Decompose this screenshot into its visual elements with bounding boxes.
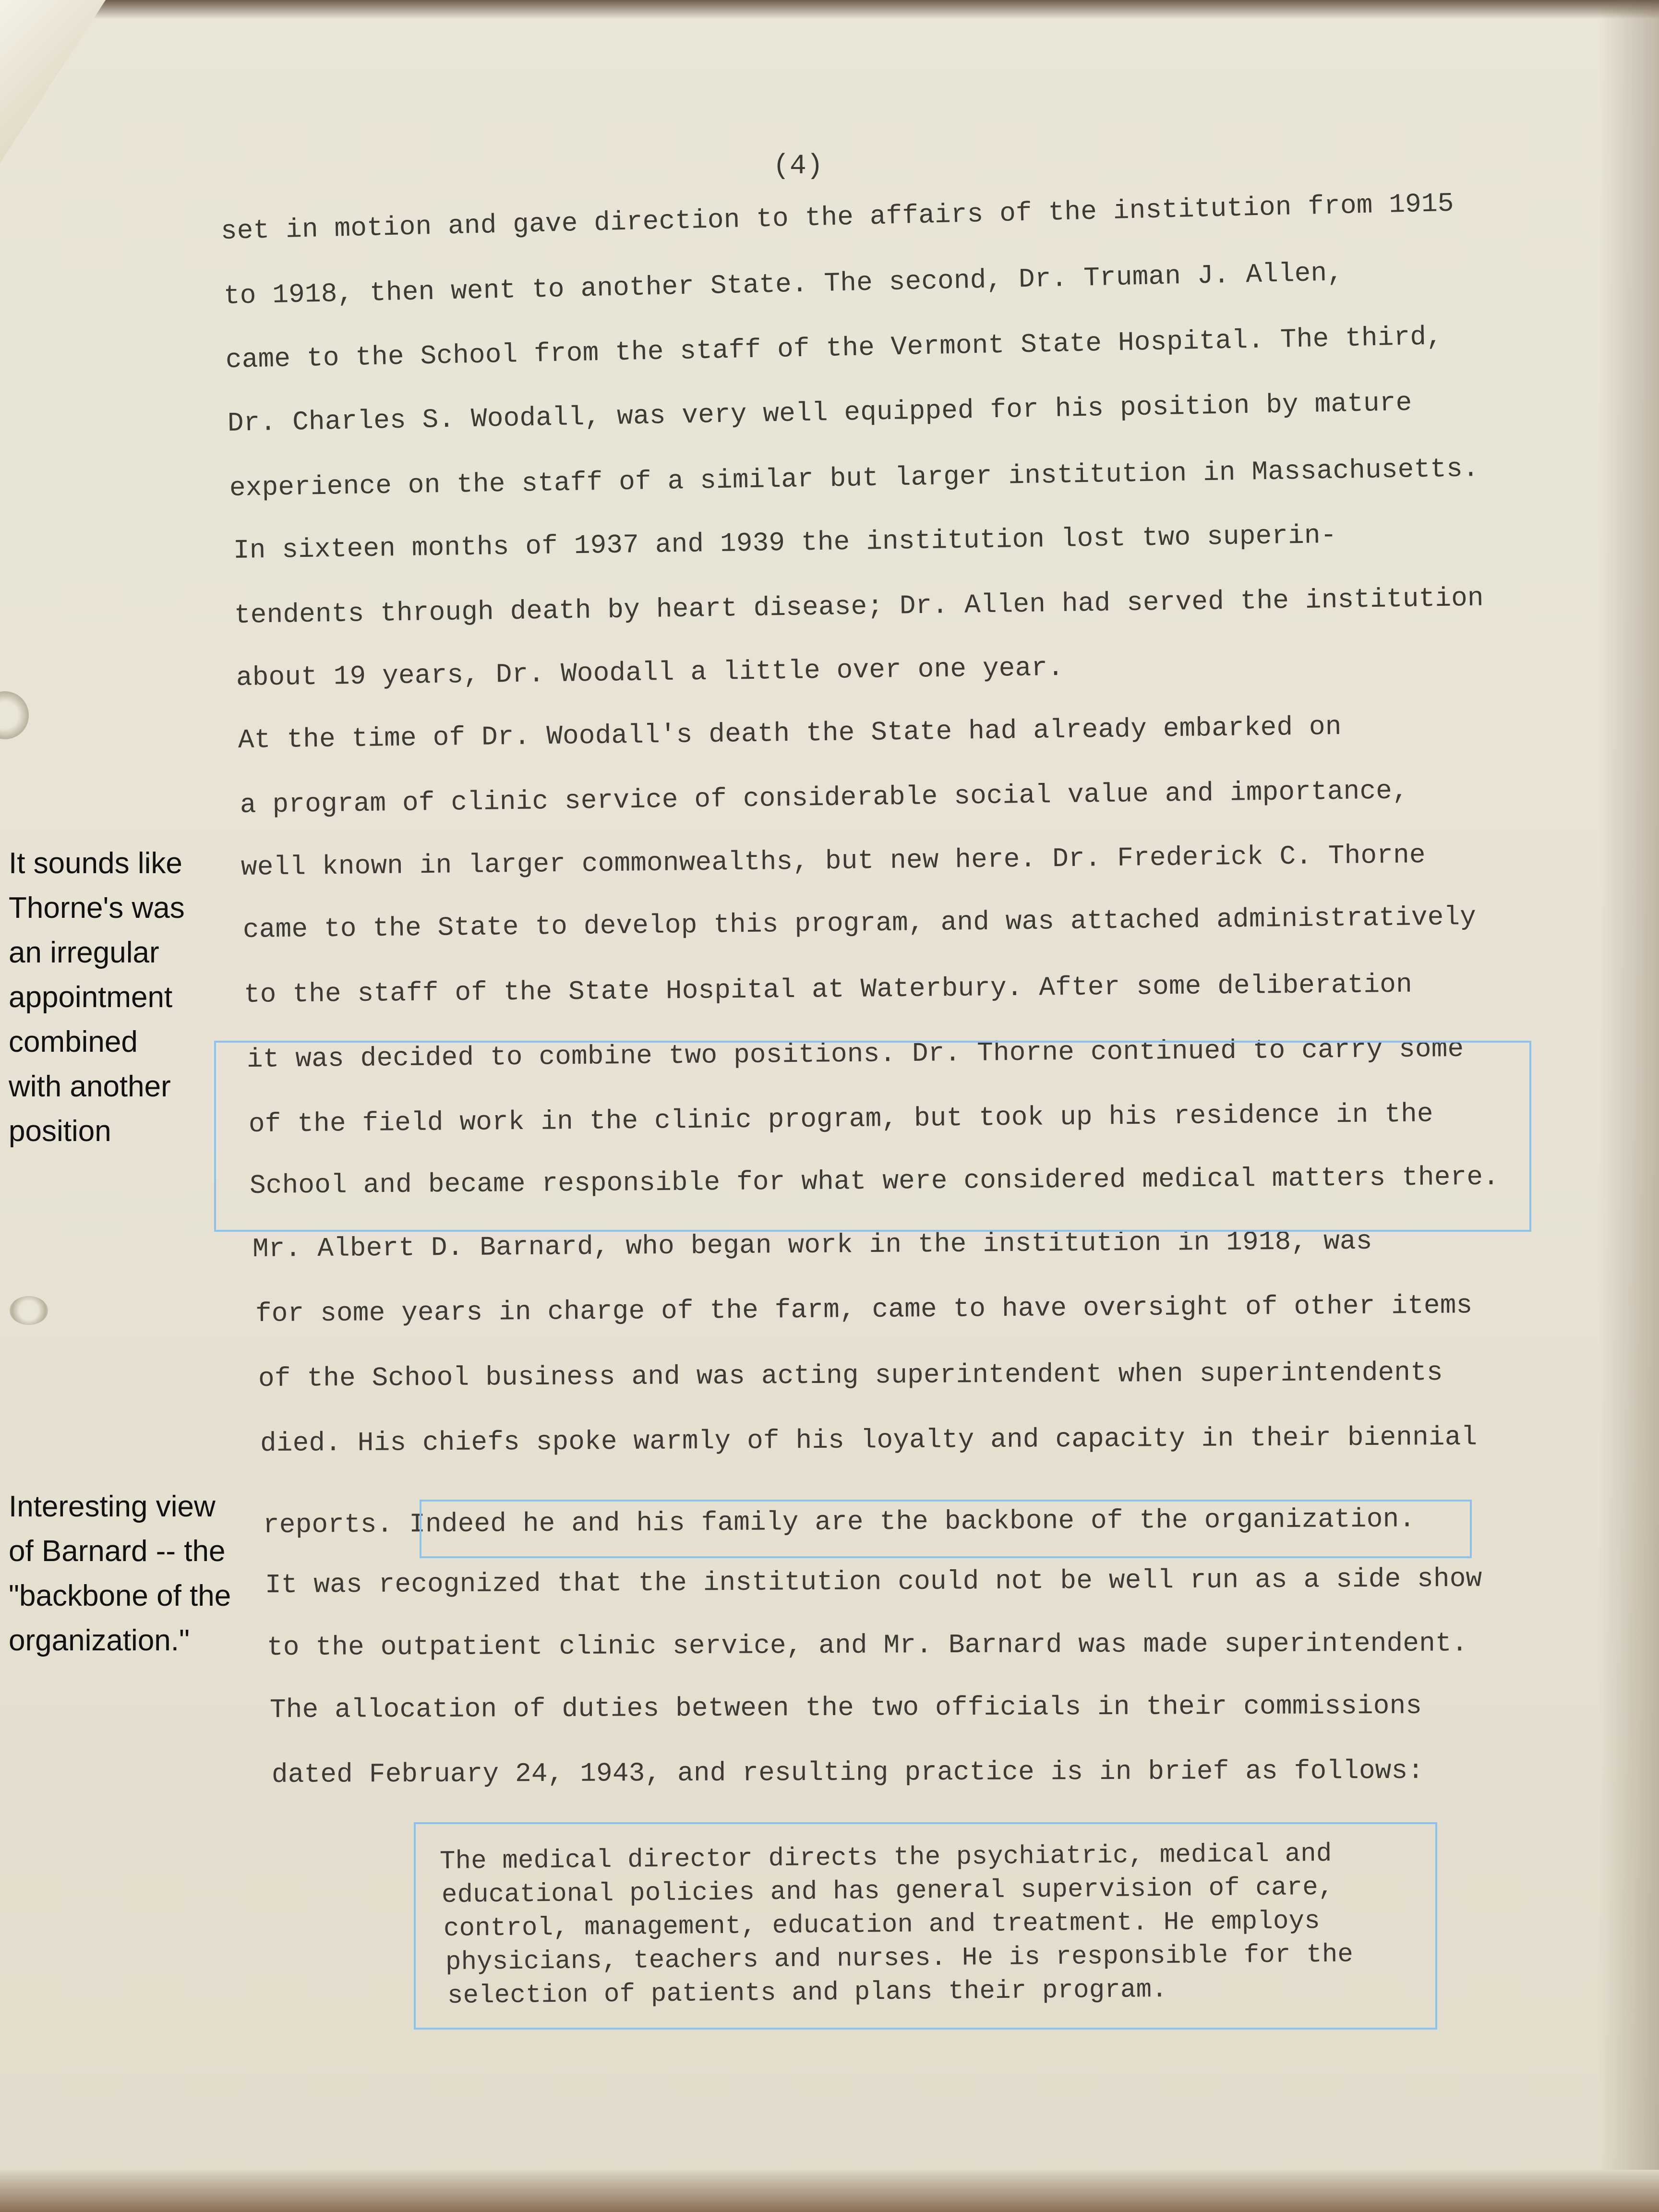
typed-line: School and became responsible for what were considered medical matters there. <box>249 1161 1500 1201</box>
typed-line: a program of clinic service of considerable social value and importance, <box>240 775 1409 820</box>
typed-line: for some years in charge of the farm, came to have oversight of other items <box>255 1290 1473 1329</box>
typed-line: of the School business and was acting superintendent when superintendents <box>258 1357 1443 1394</box>
punch-hole <box>10 1296 48 1325</box>
quote-line: control, management, education and treatment. He employs <box>443 1907 1321 1944</box>
typed-line: it was decided to combine two positions. Dr. Thorne continued to carry some <box>246 1033 1464 1075</box>
typed-line: well known in larger commonwealths, but new here. Dr. Frederick C. Thorne <box>240 840 1426 883</box>
typed-line: reports. Indeed he and his family are the backbone of the organization. <box>263 1503 1416 1540</box>
quote-line: physicians, teachers and nurses. He is responsible for the <box>445 1940 1354 1977</box>
note-line: combined <box>9 1025 138 1058</box>
page-number: (4) <box>773 151 824 182</box>
note-line: with another <box>9 1070 171 1103</box>
bottom-edge <box>0 2170 1659 2212</box>
typed-line: The allocation of duties between the two officials in their commissions <box>269 1690 1422 1725</box>
note-line: appointment <box>9 981 173 1014</box>
typed-line: of the field work in the clinic program, but took up his residence in the <box>248 1098 1433 1140</box>
note-line: "backbone of the <box>9 1579 231 1612</box>
note-line: It sounds like <box>9 847 182 880</box>
note-line: position <box>9 1115 111 1148</box>
note-line: of Barnard -- the <box>9 1535 226 1568</box>
typed-line: died. His chiefs spoke warmly of his loyalty and capacity in their biennial <box>260 1421 1478 1459</box>
note-line: an irregular <box>9 936 159 969</box>
typed-line: In sixteen months of 1937 and 1939 the institution lost two superin- <box>233 519 1337 566</box>
typed-line: tendents through death by heart disease; Dr. Allen had served the institution <box>234 582 1484 631</box>
typed-line: At the time of Dr. Woodall's death the State had already embarked on <box>238 711 1342 756</box>
highlight-thorne-passage <box>214 1041 1531 1232</box>
note-line: Thorne's was <box>9 891 185 925</box>
quote-line: educational policies and has general supervision of care, <box>441 1873 1334 1910</box>
typed-line: dated February 24, 1943, and resulting practice is in brief as follows: <box>271 1755 1424 1790</box>
quote-line: selection of patients and plans their program. <box>447 1975 1168 2011</box>
margin-note-thorne <box>9 841 185 1154</box>
typed-line: to the staff of the State Hospital at Waterbury. After some deliberation <box>243 969 1413 1010</box>
typed-line: Mr. Albert D. Barnard, who began work in the institution in 1918, was <box>252 1226 1372 1264</box>
typed-line: came to the State to develop this program, and was attached administratively <box>242 902 1477 945</box>
note-line: organization." <box>9 1624 190 1657</box>
margin-note-barnard <box>9 1484 231 1663</box>
highlight-backbone-sentence <box>420 1500 1472 1558</box>
top-shadow <box>0 0 1659 19</box>
typed-line: to 1918, then went to another State. The second, Dr. Truman J. Allen, <box>223 257 1344 312</box>
typed-line: It was recognized that the institution could not be well run as a side show <box>264 1563 1482 1600</box>
right-edge-shadow <box>1599 0 1659 2212</box>
note-line: Interesting view <box>9 1490 216 1523</box>
typed-line: to the outpatient clinic service, and Mr. Barnard was made superintendent. <box>266 1628 1468 1663</box>
typed-line: Dr. Charles S. Woodall, was very well equipped for his position by mature <box>227 387 1412 439</box>
quote-line: The medical director directs the psychiatric, medical and <box>439 1839 1332 1876</box>
typed-line: set in motion and gave direction to the affairs of the institution from 1915 <box>220 188 1455 247</box>
typed-line: about 19 years, Dr. Woodall a little over one year. <box>236 652 1064 693</box>
typed-line: experience on the staff of a similar but larger institution in Massachusetts. <box>229 453 1479 504</box>
typed-line: came to the School from the staff of the Vermont State Hospital. The third, <box>225 321 1443 375</box>
